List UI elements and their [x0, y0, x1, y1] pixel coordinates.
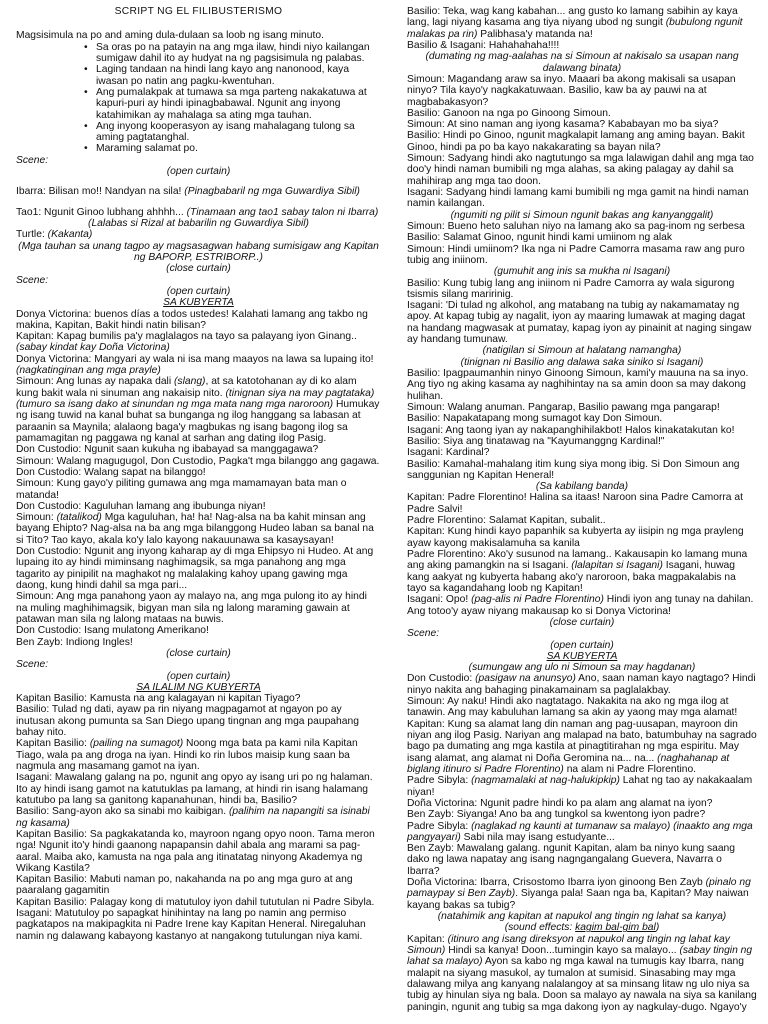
spacer	[16, 198, 381, 207]
dialogue-line: Isagani: Opo! (pag-alis ni Padre Florentino) Hindi iyon ang tunay na dahilan. Ang totoo'y ayaw niyang makausap ko si Donya Victorina!	[407, 594, 756, 617]
dialogue-line: Kapitan Basilio: Palagay kong di matutuloy iyon dahil tututulan ni Padre Sibyla.	[16, 896, 375, 908]
stage-direction: (ngumiti ng pilit si Simoun ngunit bakas ang kanyanggalit)	[450, 209, 714, 221]
bullet-item: • Sa oras po na patayin na ang mga ilaw, hindi niyo kailangan sumigaw dahil ito ay hudyat na ng pagsisimula ng palabas.	[16, 42, 381, 65]
stage-direction: (open curtain)	[166, 670, 231, 682]
dialogue-line: Padre Florentino: Ako'y susunod na lamang.. Kakausapin ko lamang muna ang aking pamangkin na si Isagani. (lalapitan si Isagani) Isagani, huwag kang aakyat ng kubyerta habang ako'y naroroon, baka magpakalabis na tayo sa kagandahang loob ng Kapitan!	[407, 549, 751, 594]
dialogue-line: Basilio: Salamat Ginoo, ngunit hindi kami umiinom ng alak	[407, 232, 672, 244]
scene-label: Scene:	[16, 274, 49, 286]
dialogue-line: Ibarra: Bilisan mo!! Nandyan na sila! (Pinagbabaril ng mga Guwardiya Sibil)	[16, 186, 360, 198]
dialogue-line: Basilio: Napakatapang mong sumagot kay Don Simoun.	[407, 413, 663, 425]
dialogue-line: Kapitan Basilio: Sa pagkakatanda ko, mayroon ngang opyo noon. Tama meron nga! Ngunit ito'y hindi gaanong napapansin dahil abala ang marami sa pag-aaral. Maiba ako, kamusta na nga pala ang itinatatag ninyong Akademya ng Wikang Kastila?	[16, 828, 378, 874]
stage-direction: (open curtain)	[550, 639, 614, 651]
dialogue-line: Isagani: Sadyang hindi lamang kami bumibili ng mga gamit na hindi naman namin kailangan.	[407, 187, 752, 210]
dialogue-line: Simoun: Walang anuman. Pangarap, Basilio pawang mga pangarap!	[407, 401, 720, 413]
dialogue-line: Donya Victorina: buenos días a todos ustedes! Kalahati lamang ang takbo ng makina, Kapitan, Bakit hindi natin bilisan?	[16, 308, 371, 331]
scene-heading: SA KUBYERTA	[163, 297, 234, 309]
stage-direction: (Mga tauhan sa unang tagpo ay magsasagwan habang sumisigaw ang Kapitan ng BAPORP, ESTRIBORP..)	[18, 240, 382, 263]
dialogue-line: Don Custodio: Isang mulatong Amerikano!	[16, 625, 209, 637]
dialogue-line: Padre Florentino: Salamat Kapitan, subalit..	[407, 515, 606, 527]
dialogue-line: Padre Sibyla: (nagmamalaki at nag-halukipkip) Lahat ng tao ay nakakaalam niyan!	[407, 775, 756, 798]
dialogue-line: Kapitan Basilio: Mabuti naman po, nakahanda na po ang mga guro at ang paaralang gagamitin	[16, 874, 356, 897]
dialogue-line: Simoun: (tatalikod) Mga kaguluhan, ha! ha! Nag-alsa na ba kahit minsan ang bayang Ehipto? Nag-alsa na ba ang mga bilanggong Hudeo laban sa banal na si Tito? Tao kayo, akala ko'y lalo kayong nakauunawa sa kasaysayan!	[16, 512, 377, 546]
dialogue-line: Kapitan: Padre Florentino! Halina sa itaas! Naroon sina Padre Camorra at Padre Salvi!	[407, 492, 746, 515]
dialogue-line: Basilio & Isagani: Hahahahaha!!!!	[407, 39, 560, 51]
dialogue-line: Isagani: Matutuloy po sapagkat hinihintay na lang po namin ang permiso pagkatapos na makipagkita ni Padre Irene kay Kapitan Heneral. Niregaluhan namin ng dalawang kabayong kastanyo at nangakong tutulungan niya kami.	[16, 908, 369, 942]
dialogue-line: Simoun: Ang lunas ay napaka dali (slang), at sa katotohanan ay di ko alam kung bakit wala ni sinuman ang nakaisip nito. (tinignan siya na may pagtataka) (tumuro sa isang dako at sinundan ng mga mata nang mga naroroon) Humukay ng isang tuwid na kanal buhat sa bunganga ng ilog hanggang sa labasan at paraanin sa Maynila; alalaong baga'y magbukas ng isang bagong ilog sa pamamagitan ng paggawa ng kanal at sarhan ang dating ilog Pasig.	[16, 376, 383, 444]
scene-label: Scene:	[16, 154, 49, 166]
stage-direction: (tinignan ni Basilio ang dalawa saka siniko si Isagani)	[460, 356, 704, 368]
dialogue-line: Basilio: Sang-ayon ako sa sinabi mo kaibigan. (palihim na napangiti sa isinabi ng kasama)	[16, 806, 373, 829]
dialogue-line: Don Custodio: Ngunit ang inyong kaharap ay di mga Ehipsyo ni Hudeo. At ang lupaing ito ay hindi miminsang naghimagsik, sa mga panahong ang mga tagarito ay pinipilit na maghakot ng malalaking kahoy upang gawing mga daong, kung hindi dahil sa mga pari...	[16, 546, 377, 591]
dialogue-line: Simoun: Kung gayo'y piliting gumawa ang mga mamamayan bata man o matanda!	[16, 478, 350, 501]
scene-heading: SA KUBYERTA	[546, 650, 618, 662]
dialogue-line: Basilio: Teka, wag kang kabahan... ang gusto ko lamang sabihin ay kaya lang, lagi niyang kasama ang tiya niyang ubod ng sungit (bubulong ngunit malakas pa rin) Palibhasa'y matanda na!	[407, 6, 746, 40]
dialogue-line: Isagani: Mawalang galang na po, ngunit ang opyo ay isang uri po ng halaman. Ito ay hindi isang gamot na katutuklas pa lamang, at hindi rin isang halamang katutubo pa lang sa ganitong kapanahunan, hindi ba, Basilio?	[16, 772, 376, 806]
scene-heading: SA ILALIM NG KUBYERTA	[136, 681, 261, 693]
dialogue-line: Don Custodio: Walang sapat na bilanggo!	[16, 466, 206, 478]
right-column	[407, 6, 760, 1020]
dialogue-line: Isagani: Ang taong iyan ay nakapanghihilakbot! Halos kinakatakutan ko!	[407, 424, 735, 436]
dialogue-line: Don Custodio: Kaguluhan lamang ang ibubunga niyan!	[16, 500, 266, 512]
dialogue-line: Ben Zayb: Siyanga! Ano ba ang tungkol sa kwentong iyon padre?	[407, 809, 706, 821]
stage-direction: (open curtain)	[166, 285, 231, 297]
dialogue-line: Basilio: Siya ang tinatawag na "Kayumanggng Kardinal!"	[407, 435, 665, 447]
bullet-item: • Ang inyong kooperasyon ay isang mahalagang tulong sa aming pagtatanghal.	[16, 121, 381, 144]
dialogue-line: Kapitan: Kapag bumilis pa'y maglalagos na tayo sa palayang iyon Ginang.. (sabay kindat kay Doña Victorina)	[16, 331, 360, 354]
dialogue-line: Kapitan Basilio: Kamusta na ang kalagayan ni kapitan Tiyago?	[16, 693, 301, 705]
dialogue-line: Basilio: Ganoon na nga po Ginoong Simoun.	[407, 107, 611, 119]
stage-direction: (natigilan si Simoun at halatang namangha)	[482, 345, 682, 357]
dialogue-line: Doña Victorina: Ngunit padre hindi ko pa alam ang alamat na iyon?	[407, 797, 713, 809]
dialogue-line: Kapitan: Kung sa alamat lang din naman ang pag-uusapan, mayroon din niyan ang ilog Pasig. Nariyan ang malapad na bato, batumbuhay na sagrado bago pa dumating ang mga kastila at pinagtitirahan ng mga espiritu. May isang alamat, ang alamat ni Doña Geromina na... na... (naghahanap at biglang itinuro si Padre Florentino) na alam ni Padre Florentino.	[407, 718, 760, 775]
dialogue-line: Simoun: Walang magugugol, Don Custodio, Pagka't mga bilanggo ang gagawa.	[16, 455, 380, 467]
intro-paragraph: Magsisimula na po and aming dula-dulaan sa loob ng isang minuto.	[16, 30, 324, 42]
stage-direction: (sound effects: kagim bal-gim bal)	[504, 922, 660, 934]
stage-direction: (natahimik ang kapitan at napukol ang tingin ng lahat sa kanya)	[437, 911, 727, 922]
dialogue-line: Turtle: (Kakanta)	[16, 229, 93, 241]
dialogue-line: Kapitan Basilio: (pailing na sumagot) Noong mga bata pa kami nila Kapitan Tiago, wala pa ang droga na iyan. Hindi ko rin lubos maisip kung saan ba nagmula ang masamang gamot na iyan.	[16, 738, 361, 772]
stage-direction: (open curtain)	[166, 166, 231, 178]
dialogue-line: Ben Zayb: Indiong Ingles!	[16, 636, 133, 648]
bullet-item: • Maraming salamat po.	[16, 143, 381, 154]
bullet-item: • Laging tandaan na hindi lang kayo ang nanonood, kaya iwasan po natin ang pagku-kwentuhan.	[16, 64, 381, 87]
dialogue-line: Simoun: Bueno heto saluhan niyo na lamang ako sa pag-inom ng serbesa	[407, 220, 745, 232]
stage-direction: (close curtain)	[166, 263, 231, 275]
dialogue-line: Simoun: Magandang araw sa inyo. Maaari ba akong makisali sa usapan ninyo? Tila kayo'y nagkakatuwaan. Basilio, kaw ba ay pauwi na at magbabakasyon?	[407, 73, 739, 108]
dialogue-line: Simoun: Hindi umiinom? Ika nga ni Padre Camorra masama raw ang puro tubig ang iniinom.	[407, 243, 748, 266]
dialogue-line: Kapitan: (itinuro ang isang direksyon at napukol ang tingin ng lahat kay Simoun) Hindi sa kanya! Doon...tumingin kayo sa malayo... (sabay tingin ng lahat sa malayo) Ayon sa kabo ng mga kawal na tumugis kay Ibarra, nang malapit na siyang masukol, ay tumalon at sumisid. Sinasabing may mga dalawang milya ang kanyang nalalangoy at sa minsang litaw ng ulo niya sa tubig ay hinulan siya ng bala. Doon sa malayo ay nawala na siya sa kanilang paningin, ngunit ang tubig sa mga dakong iyon ay nagkulay-dugo. Ngayo'y	[407, 933, 760, 1013]
stage-direction: (gumuhit ang inis sa mukha ni Isagani)	[493, 266, 671, 278]
scene-label: Scene:	[407, 628, 440, 640]
dialogue-line: Simoun: At sino naman ang iyong kasama? Kababayan mo ba siya?	[407, 119, 719, 131]
stage-direction: (sumungaw ang ulo ni Simoun sa may hagdanan)	[468, 662, 696, 674]
dialogue-line: Basilio: Kamahal-mahalang itim kung siya mong ibig. Si Don Simoun ang sanggunian ng Kapitan Heneral!	[407, 458, 743, 481]
dialogue-line: Padre Sibyla: (naglakad ng kaunti at tumanaw sa malayo) (inaakto ang mga pangyayari) Sabi nila may isang estudyante...	[407, 820, 756, 843]
bullet-item: • Ang pumalakpak at tumawa sa mga parteng nakakatuwa at kapuri-puri ay hindi ipinagbabawal. Ngunit ang inyong katahimikan ay mahalaga sa ating mga tauhan.	[16, 87, 381, 121]
dialogue-line: Simoun: Ang mga panahong yaon ay malayo na, ang mga pulong ito ay hindi na muling maghihimagsik, bigyan man sila ng lalong maraming gawain at patawan man sila ng lalong mataas na buwis.	[16, 591, 370, 625]
stage-direction: (close curtain)	[166, 647, 231, 659]
dialogue-line: Basilio: Tulad ng dati, ayaw pa rin niyang magpagamot at ngayon po ay inutusan akong pumunta sa San Diego upang tingnan ang mga paupahang bahay nito.	[16, 704, 362, 739]
stage-direction: (Lalabas si Rizal at babarilin ng Guwardiya Sibil)	[88, 218, 309, 229]
dialogue-line: Don Custodio: Ngunit saan kukuha ng ibabayad sa manggagawa?	[16, 444, 319, 456]
dialogue-line: Ben Zayb: Mawalang galang. ngunit Kapitan, alam ba ninyo kung saang dako ng lawa napatay ang isang nagngangalang Guevera, Navarra o Ibarra?	[407, 843, 738, 877]
left-script-body	[16, 155, 381, 942]
dialogue-line: Isagani: 'Di tulad ng alkohol, ang matabang na tubig ay nakamamatay ng apoy. At kapag tubig ay nagalit, iyon ay maaring lumawak at maging dagat na handang magwasak at pumatay, kapag iyon ay pinainit at naging singaw ay handang tumunaw.	[407, 300, 755, 346]
dialogue-line: Simoun: Sadyang hindi ako nagtutungo sa mga lalawigan dahil ang mga tao doo'y hindi naman bumibili ng mga alahas, sa aking palagay ay dahil sa mahihirap ang mga tao doon.	[407, 153, 757, 187]
dialogue-line: Doña Victorina: Ibarra, Crisostomo Ibarra iyon ginoong Ben Zayb (pinalo ng pamaypay si Ben Zayb). Siyanga pala! Saan nga ba, Kapitan? May naiwan kayang bakas sa tubig?	[407, 877, 754, 911]
right-script-body	[407, 6, 760, 1013]
dialogue-line: Tao1: Ngunit Ginoo lubhang ahhhh... (Tinamaan ang tao1 sabay talon ni Ibarra)	[16, 206, 379, 218]
dialogue-line: Basilio: Kung tubig lang ang iniinom ni Padre Camorra ay wala sigurong tsismis silang maririnig.	[407, 277, 738, 300]
stage-direction: (Sa kabilang banda)	[535, 481, 629, 493]
stage-direction: (close curtain)	[549, 616, 615, 628]
dialogue-line: Don Custodio: (pasigaw na anunsyo) Ano, saan naman kayo nagtago? Hindi ninyo nakita ang bahaging pinakamainam sa paglalakbay.	[407, 673, 759, 696]
left-column	[16, 6, 381, 1020]
dialogue-line: Kapitan: Kung hindi kayo papanhik sa kubyerta ay iisipin ng mga prayleng ayaw kayong makisalamuha sa kanila	[407, 526, 747, 549]
dialogue-line: Simoun: Ay naku! Hindi ako nagtatago. Nakakita na ako ng mga ilog at tanawin. Ang may kabuluhan lamang sa akin ay yaong may mga alamat!	[407, 696, 738, 719]
dialogue-line: Isagani: Kardinal?	[407, 447, 490, 459]
dialogue-line: Basilio: Hindi po Ginoo, ngunit magkalapit lamang ang aming bayan. Bakit Ginoo, hindi pa po ba kayo nakakarating sa bayan nila?	[407, 130, 748, 153]
dialogue-line: Basilio: Ipagpaumanhin ninyo Ginoong Simoun, kami'y mauuna na sa inyo. Ang tiyo ng aking kasama ay naghihintay na sa amin doon sa may dakong hulihan.	[407, 368, 751, 402]
scene-label: Scene:	[16, 659, 49, 671]
dialogue-line: Donya Victorina: Mangyari ay wala ni isa mang maayos na lawa sa lupaing ito! (nagkatinginan ang mga prayle)	[16, 353, 377, 377]
stage-direction: (dumating ng mag-aalahas na si Simoun at nakisalo sa usapan nang dalawang binata)	[425, 51, 742, 74]
spacer	[16, 177, 381, 186]
script-title: SCRIPT NG EL FILIBUSTERISMO	[114, 6, 283, 17]
